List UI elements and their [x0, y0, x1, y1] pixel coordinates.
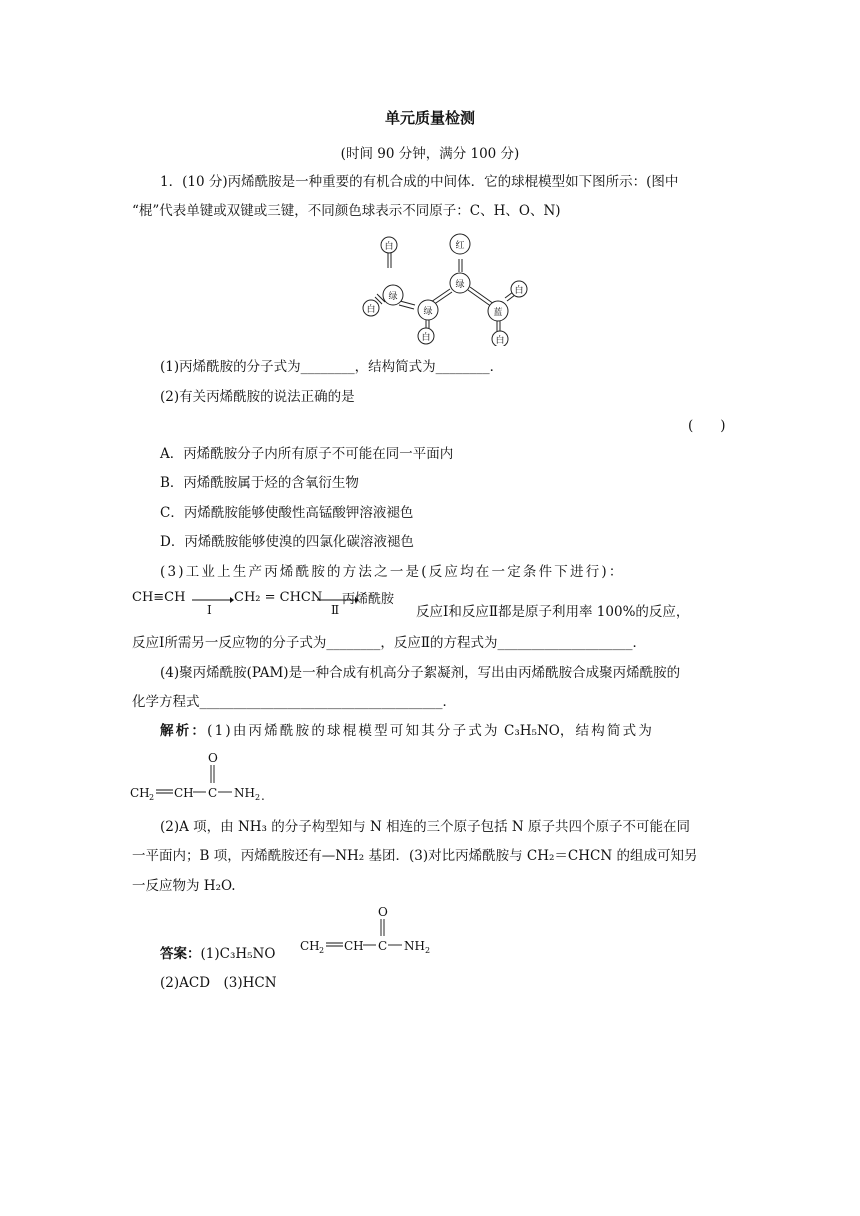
answer-line1 — [160, 944, 760, 964]
group-nh: NH — [234, 786, 255, 800]
analysis-para2-line1: (2)A 项，由 NH₃ 的分子构型知与 N 相连的三个原子包括 N 原子共四个原子不可能在同 — [160, 819, 691, 835]
analysis-para2-line3: 一反应物为 H₂O. — [132, 878, 236, 894]
q1-part4-line1: (4)聚丙烯酰胺(PAM)是一种合成有机高分子絮凝剂，写出由丙烯酰胺合成聚丙烯酰胺的 — [160, 665, 681, 681]
atom-c-2: C — [378, 939, 388, 953]
option-c: C．丙烯酰胺能够使酸性高锰酸钾溶液褪色 — [160, 505, 414, 521]
product: 丙烯酰胺 — [342, 592, 395, 607]
atom-label-white-3: 白 — [421, 333, 431, 343]
atom-c: C — [208, 786, 218, 800]
struct-dot: . — [261, 789, 265, 803]
option-d: D．丙烯酰胺能够使溴的四氯化碳溶液褪色 — [160, 534, 414, 550]
group-ch2: CH — [130, 786, 150, 800]
sub-nh: 2 — [255, 793, 261, 802]
q1-part4-line2: 化学方程式____________________________________． — [132, 694, 456, 710]
analysis-formula: C₃H₅NO — [504, 723, 560, 739]
atom-label-green-2: 绿 — [423, 307, 433, 317]
q1-part2: (2)有关丙烯酰胺的说法正确的是 — [160, 389, 355, 405]
atom-o-2: O — [378, 905, 388, 919]
sub-nh-2: 2 — [425, 946, 431, 955]
q1-intro-line1: 1．(10 分)丙烯酰胺是一种重要的有机合成的中间体．它的球棍模型如下图所示：(图中 — [160, 174, 679, 190]
atom-label-blue: 蓝 — [493, 308, 503, 318]
analysis-label: 解析： — [160, 723, 208, 739]
exam-info: (时间 90 分钟，满分 100 分) — [340, 146, 520, 162]
q1-part3-line2-tail: 反应Ⅰ和反应Ⅱ都是原子利用率 100%的反应， — [416, 604, 690, 620]
answer-line2: (2)ACD (3)HCN — [160, 975, 277, 991]
analysis-text: (1)由丙烯酰胺的球棍模型可知其分子式为 — [207, 723, 500, 739]
group-ch-2: CH — [344, 939, 364, 953]
arrow-step1 — [192, 596, 234, 604]
atom-label-green-3: 绿 — [455, 280, 465, 290]
group-nh-2: NH — [404, 939, 425, 953]
q1-intro-line2: “棍”代表单键或双键或三键，不同颜色球表示不同原子：C、H、O、N) — [132, 203, 561, 219]
intermediate: CH₂ = CHCN — [234, 590, 323, 605]
ball-and-stick-model — [355, 228, 545, 346]
option-a: A．丙烯酰胺分子内所有原子不可能在同一平面内 — [160, 446, 454, 462]
group-ch2-2: CH — [300, 939, 320, 953]
analysis-para2-line2: 一平面内；B 项，丙烯酰胺还有—NH₂ 基团．(3)对比丙烯酰胺与 CH₂＝CHCN 的组成可知另 — [132, 848, 698, 864]
atom-label-red: 红 — [455, 241, 465, 251]
structural-formula-1 — [130, 748, 280, 804]
analysis-tail: ，结构简式为 — [559, 723, 655, 739]
sub-ch2-2: 2 — [319, 946, 325, 955]
option-b: B．丙烯酰胺属于烃的含氧衍生物 — [160, 475, 359, 491]
step2-label: Ⅱ — [331, 603, 340, 617]
structural-formula-2 — [300, 902, 440, 958]
step1-label: Ⅰ — [207, 603, 212, 617]
atom-label-white-4: 白 — [514, 286, 524, 296]
group-ch: CH — [174, 786, 194, 800]
atom-label-white-2: 白 — [366, 305, 376, 315]
atom-label-white-1: 白 — [384, 242, 394, 252]
atom-label-green-1: 绿 — [388, 292, 398, 302]
answer-paren: ( ) — [688, 418, 726, 434]
answer-label: 答案： — [160, 946, 201, 962]
analysis-line1 — [160, 721, 750, 741]
reaction-scheme — [132, 588, 410, 620]
sub-ch2: 2 — [149, 793, 155, 802]
q1-part3-line1: (3)工业上生产丙烯酰胺的方法之一是(反应均在一定条件下进行)： — [160, 564, 625, 580]
atom-label-white-5: 白 — [495, 336, 505, 346]
answer-part1: (1)C₃H₅NO — [200, 946, 276, 962]
q1-part1: (1)丙烯酰胺的分子式为________，结构简式为________． — [160, 359, 504, 375]
q1-part3-line3: 反应Ⅰ所需另一反应物的分子式为________，反应Ⅱ的方程式为____________________． — [132, 635, 647, 651]
page-title: 单元质量检测 — [384, 109, 475, 127]
reactant: CH≡CH — [132, 590, 186, 605]
atom-o: O — [208, 751, 218, 765]
